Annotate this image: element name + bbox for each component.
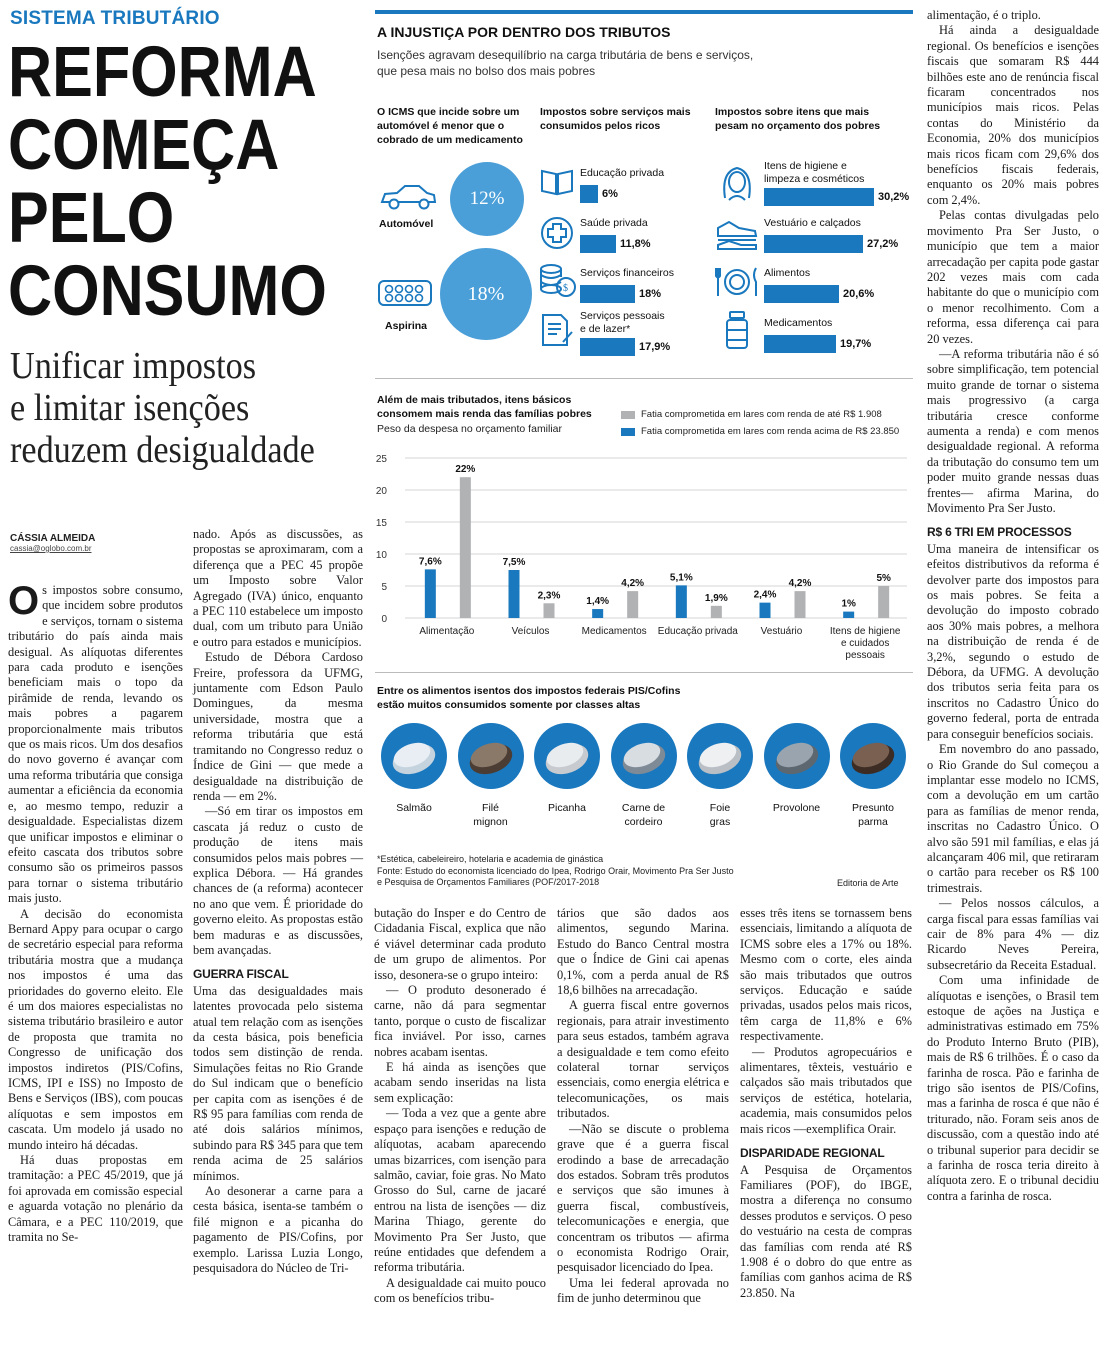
y-tick-label: 20 (375, 486, 387, 497)
lead-paragraph (8, 579, 183, 907)
paragraph: —A reforma tributária não é só sobre simplificação, tem potencial muito grande de tornar o sistema mais progressivo (a carga tributária cresce conforme aumenta a renda) e com menos desigualdade regional. A reforma da tributação do consumo tem um poder muito grande nessas duas frentes— afirma Marina, do Movimento Pra Ser Justo. (927, 346, 1099, 515)
headline-line: CONSUMO (8, 252, 327, 331)
label-line: limpeza e cosméticos (764, 173, 865, 185)
paragraph: A desigualdade cai muito pouco com os benefícios tribu- (374, 1275, 546, 1306)
bar-high-income (843, 612, 854, 618)
label-line: Itens de higiene e (764, 160, 847, 172)
y-tick-label: 10 (375, 550, 387, 561)
legend-label: Fatia comprometida em lares com renda de até R$ 1.908 (641, 409, 882, 420)
legend-swatch-blue (621, 428, 635, 436)
heading-line: pesam no orçamento dos pobres (715, 120, 881, 132)
x-tick-label: Veículos (511, 626, 550, 637)
infographic (367, 10, 913, 900)
paragraph: tários que são dados aos alimentos, segundo Marina. Estudo do Banco Central mostra que o Índice de Gini cai apenas 0,1%, com a perda anual de R$ 18,6 bilhões na arrecadação. (557, 906, 729, 998)
paragraph: — Pelos nossos cálculos, a carga fiscal para essas famílias vai cair de 8% para 4% — diz Ricardo Neves Pereira, subsecretário da Receita Estadual. (927, 896, 1099, 972)
foods-title-line: estão muitos consumidos somente por classes altas (377, 699, 641, 711)
subhead: R$ 6 TRI EM PROCESSOS (927, 525, 1072, 540)
section-divider (375, 672, 913, 673)
subtitle-line: que pesa mais no bolso dos mais pobres (377, 64, 596, 78)
bar-data-label: 2,3% (537, 590, 561, 602)
footnote: *Estética, cabeleireiro, hotelaria e academia de ginástica (377, 854, 604, 864)
bar-data-label: 4,2% (788, 578, 812, 590)
subheadline-line: reduzem desigualdade (10, 429, 315, 471)
food-photo-circle (840, 723, 906, 789)
chart-legend (621, 406, 899, 440)
plate-cutlery-icon (714, 265, 760, 299)
poor-bars (764, 160, 914, 360)
paragraph: Uma das desigualdades mais latentes provocada pelo sistema atual tem relação com as isenções da cesta básica, pois beneficia todos sem distinção de renda. Simulações feitas no Rio Grande do Sul indicam que o benefício per capita com as isenções é de R$ 95 para famílias com renda de até dois salários mínimos, subindo para R$ 345 para que tem renda acima de 25 salários mínimos. (193, 983, 363, 1183)
bar-low-income (627, 591, 638, 618)
credit: Editoria de Arte (837, 878, 899, 888)
paragraph: Pelas contas divulgadas pelo movimento Pra Ser Justo, o município que tem a maior arrecadação per capita pode gastar 202 vezes mais com cada habitante do que o município com o menor recolhimento. Com a reforma, essa diferença cai para 20 vezes. (927, 208, 1099, 346)
byline (10, 533, 95, 553)
paragraph: — Toda a vez que a gente abre espaço para isenções e redução de alíquotas, acabam aparecendo umas bizarrices, com isenção para salmão, caviar, foie gras. No Mato Grosso do Sul, carne de jacaré entrou na lista de isenções — diz Marina Thiago, gerente do Movimento Pra Ser Justo, que reúne entidades que defendem a reforma tributária. (374, 1106, 546, 1275)
food-label (760, 801, 834, 815)
woman-face-icon (717, 162, 757, 202)
heading-line: consumidos pelos ricos (540, 120, 661, 132)
source-line: Fonte: Estudo do economista licenciado do Ipea, Rodrigo Orair, Movimento Pra Ser Justo (377, 866, 734, 876)
rich-item-label (580, 310, 665, 336)
food-label (377, 801, 451, 815)
subheadline (10, 345, 334, 471)
label-line: Vestuário e calçados (764, 217, 861, 229)
bar-data-label: 2,4% (753, 589, 777, 601)
chart-title-line: Além de mais tributados, itens básicos (377, 394, 572, 406)
poor-item-label (764, 160, 864, 186)
chart-title (377, 393, 592, 421)
rich-heading (540, 105, 691, 133)
food-label (836, 801, 910, 829)
poor-bar (764, 285, 839, 303)
bar-low-income (878, 586, 889, 618)
paragraph: Com uma infinidade de alíquotas e isenções, o Brasil tem estoque de ações na Justiça e administrativas estimado em 75% do Produto Interno Bruto (PIB), mais de R$ 6 trilhões. É o caso da farinha de rosca. Pão e farinha de trigo são isentos de PIS/Cofins, mas a farinha de rosca é que não é triturado, não. Foram seis anos de discussão, com a questão indo até o tribunal superior para decidir se a farinha de rosca teria direito à alíquota zero. E o tribunal decidiu contra a farinha de rosca. (927, 973, 1099, 1203)
article-column-2 (193, 527, 363, 1277)
y-tick-label: 25 (375, 454, 387, 465)
source (377, 866, 734, 888)
legend-item (621, 423, 899, 440)
bar-data-label: 22% (455, 464, 476, 476)
health-cross-icon (539, 216, 575, 250)
y-tick-label: 0 (381, 614, 387, 625)
rich-item-label (580, 267, 674, 280)
food-label-line: cordeiro (624, 816, 663, 828)
bar-low-income (711, 606, 722, 618)
foods-title (377, 684, 680, 712)
y-tick-label: 15 (375, 518, 387, 529)
paragraph: —Não se discute o problema grave que é a guerra fiscal erodindo a base de arrecadação dos estados. Sobram três produtos e serviços que são imunes à guerra fiscal, combustíveis, telecomunicações e energia, que concentram os tributos — afirma o economista Rodrigo Orair, pesquisador licenciado do Ipea. (557, 1121, 729, 1275)
drop-cap: O (8, 579, 40, 623)
y-tick-label: 5 (381, 582, 387, 593)
bar-data-label: 1,9% (704, 592, 728, 604)
paragraph: nado. Após as discussões, as propostas se aproximaram, com a diferença que a PEC 45 propõe um Imposto sobre Valor Agregado (IVA) único, enquanto a PEC 110 estabelece um imposto dual, com um tributo para União e outro para estados e municípios. (193, 527, 363, 649)
food-label (683, 801, 757, 829)
foods-title-line: Entre os alimentos isentos dos impostos federais PIS/Cofins (377, 685, 681, 697)
food-label-line: Filé (482, 802, 499, 814)
food-photo-circle (687, 723, 753, 789)
icms-bubble-automovel (450, 162, 524, 236)
food-label-line: Foie (709, 802, 731, 814)
food-label-line: Provolone (772, 802, 821, 814)
label-line: Alimentos (764, 267, 811, 279)
food-label (607, 801, 681, 829)
rich-bar-value: 11,8% (620, 238, 651, 250)
bar-high-income (425, 569, 436, 618)
svg-text:$: $ (563, 283, 568, 294)
paragraph: E há ainda as isenções que acabam sendo inseridas na lista sem explicação: (374, 1060, 546, 1105)
article-column-6 (927, 8, 1099, 1204)
food-illustration (611, 723, 677, 789)
subhead: GUERRA FISCAL (193, 967, 289, 982)
poor-bar (764, 235, 863, 253)
x-tick-label: Alimentação (419, 626, 475, 637)
food-label-line: Salmão (396, 802, 432, 814)
rich-bar (580, 185, 598, 203)
label-line: e de lazer* (580, 323, 631, 335)
food-label-line: Picanha (548, 802, 586, 814)
food-illustration (381, 723, 447, 789)
rich-bar (580, 285, 635, 303)
poor-item-label (764, 267, 810, 280)
label-line: Saúde privada (580, 217, 648, 229)
medicine-bottle-icon (723, 310, 751, 350)
bar-low-income (544, 603, 555, 618)
paragraph: —Só em tirar os impostos em cascata já reduz o custo de produção de itens mais consumidos pelos mais pobres —explica Débora. — Há grandes chances de (a reforma) acontecer no ano que vem. É prioridade do governo eleito. As propostas estão bem maduras e as discussões, bem avançadas. (193, 804, 363, 957)
legend-item (621, 406, 899, 423)
paragraph: — Produtos agropecuários e alimentares, têxteis, vestuário e calçados são mais tributados que serviços de estética, hotelaria, academia, mais consumidos pelos mais ricos —exemplifica Orair. (740, 1044, 912, 1136)
poor-bar-value: 19,7% (840, 338, 872, 350)
icms-item-label: Aspirina (385, 320, 428, 332)
heading-line: Impostos sobre serviços mais (540, 106, 691, 118)
poor-heading (715, 105, 880, 133)
paragraph: Em novembro do ano passado, o Rio Grande do Sul começou a implantar esse modelo no ICMS, com a devolução em um cartão para as famílias de menor renda, inscritas no Cadastro Único. O alvo são 591 mil famílias, e elas já alcançaram 406 mil, que retiraram o cartão para receber os R$ 100 trimestrais. (927, 742, 1099, 895)
food-label-line: gras (709, 816, 731, 828)
poor-bar-value: 20,6% (843, 288, 875, 300)
subheadline-line: e limitar isenções (10, 387, 250, 429)
x-tick-label: Vestuário (760, 626, 803, 637)
bar-data-label: 1,4% (586, 596, 610, 608)
infographic-subtitle (377, 47, 753, 79)
food-label (530, 801, 604, 815)
rich-bar (580, 338, 635, 356)
label-line: Educação privada (580, 167, 665, 179)
food-illustration (840, 723, 906, 789)
byline-author: CÁSSIA ALMEIDA (10, 533, 96, 544)
bar-data-label: 7,5% (502, 557, 526, 568)
rich-bar-value: 17,9% (639, 341, 671, 353)
bar-low-income (795, 591, 806, 618)
paragraph-text: s impostos sobre consumo, que incidem sobre produtos e serviços, tornam o sistema tributário do país ainda mais desigual. As alíquotas diferentes para cada produto e isenções beneficiam mais o topo da pirâmide de renda, levando os mais pobres a pagarem proporcionalmente mais tributos que os mais ricos. Um dos desafios do novo governo é avançar com uma reforma tributária que consiga aumentar a eficiência da economia e, ao mesmo tempo, reduzir a desigualdade. Especialistas dizem que unificar impostos e eliminar o efeito cascata dos tributos sobre consumo são os primeiros passos para tornar o sistema tributário mais justo. (8, 583, 183, 906)
bar-high-income (760, 603, 771, 618)
x-tick-label: Educação privada (657, 626, 738, 637)
bar-data-label: 7,6% (418, 556, 442, 568)
paragraph: Há ainda a desigualdade regional. Os benefícios e isenções fiscais que somaram R$ 444 bilhões este ano de renúncia fiscal ficaram concentrados nos municípios mais ricos. Pelas contas do Ministério da Economia, 20% dos municípios mais ricos ficam com 29,6% dos benefícios fiscais federais, enquanto os 20% mais pobres com 2,4%. (927, 23, 1099, 207)
paragraph: Uma lei federal aprovada no fim de junho determinou que (557, 1275, 729, 1306)
food-photo-circle (458, 723, 524, 789)
rich-item-label (580, 217, 648, 230)
icms-item-label: Automóvel (379, 218, 434, 230)
article-column-5 (740, 906, 912, 1301)
label-line: Serviços financeiros (580, 267, 674, 279)
food-label-line: Presunto (851, 802, 895, 814)
food-illustration (458, 723, 524, 789)
paragraph: — O produto desonerado é carne, não dá para segmentar tanto, porque o custo de fiscalizar fica inviável. Por isso, carnes nobres acabam isentas. (374, 983, 546, 1059)
food-photo-circle (381, 723, 447, 789)
shoe-icon (715, 218, 759, 252)
food-label-line: mignon (473, 816, 508, 828)
paragraph: esses três itens se tornassem bens essenciais, limitando a alíquota de ICMS sobre eles a 17% ou 18%. Mesmo com o corte, eles ainda são mais tributados que outros serviços. Educação e saúde privadas, usados pelos mais ricos, têm carga de 11,8% e 6% respectivamente. (740, 906, 912, 1044)
label-line: Medicamentos (764, 317, 833, 329)
byline-email[interactable]: cassia@oglobo.com.br (10, 544, 92, 553)
paragraph: butação do Insper e do Centro de Cidadania Fiscal, explica que não é viável determinar cada produto de um grupo de alimentos. Por isso, desonera-se o grupo inteiro: (374, 906, 546, 982)
paragraph: Uma maneira de intensificar os efeitos distributivos da reforma é devolver parte dos impostos para os mais pobres. Se feita a devolução do imposto cobrado aos 30% mais pobres, a melhora na distribuição de renda é de 3,2%, segundo o estudo de Débora, da UFMG. A devolução dos tributos seria feita para os inscritos no Cadastro Único do governo federal, porta de entrada para conseguir benefícios sociais. (927, 541, 1099, 741)
rich-bar-value: 18% (639, 288, 662, 300)
rich-item-label (580, 167, 664, 180)
book-icon (539, 166, 575, 196)
poor-bar (764, 335, 836, 353)
heading-line: automóvel é menor que o (377, 120, 505, 132)
bar-high-income (676, 585, 687, 618)
bar-data-label: 5,1% (669, 572, 693, 584)
expense-bar-chart (367, 450, 913, 675)
paragraph: A guerra fiscal entre governos regionais, para atrair investimento para seus estados, também agrava a desigualdade e tem como efeito colateral tornar serviços essenciais, como energia elétrica e telecomunicações, os mais tributados. (557, 998, 729, 1121)
article-column-3 (374, 906, 546, 1307)
x-tick-label: pessoais (845, 650, 885, 661)
legend-label: Fatia comprometida em lares com renda acima de R$ 23.850 (641, 426, 900, 437)
paragraph: alimentação, é o triplo. (927, 8, 1041, 22)
headline (8, 33, 327, 331)
icms-bubble-aspirina (440, 248, 532, 340)
document-icon (539, 312, 575, 348)
rich-bar-value: 6% (602, 188, 618, 200)
subheadline-line: Unificar impostos (10, 345, 257, 387)
bar-high-income (592, 609, 603, 618)
headline-line: REFORMA (8, 33, 317, 112)
food-label-line: Carne de (621, 802, 666, 814)
food-photo-circle (764, 723, 830, 789)
bar-data-label: 5% (876, 573, 891, 584)
section-divider (375, 378, 913, 379)
rich-bars (580, 160, 710, 360)
aspirin-pack-icon (377, 278, 433, 308)
subhead: DISPARIDADE REGIONAL (740, 1146, 885, 1161)
headline-line: PELO (8, 179, 175, 258)
icms-value: 18% (467, 282, 505, 305)
infographic-title: A INJUSTIÇA POR DENTRO DOS TRIBUTOS (377, 24, 671, 40)
poor-bar (764, 188, 874, 206)
paragraph: A Pesquisa de Orçamentos Familiares (POF), do IBGE, mostra a diferença no consumo desses produtos e serviços. O peso do vestuário na cesta de compras das famílias com renda até R$ 1.908 é o dobro do que entre as famílias com ganhos acima de R$ 23.850. Na (740, 1162, 912, 1300)
icms-heading (377, 105, 523, 147)
subtitle-line: Isenções agravam desequilíbrio na carga tributária de bens e serviços, (377, 48, 754, 62)
poor-bar-value: 30,2% (878, 191, 910, 203)
poor-bar-value: 27,2% (867, 238, 899, 250)
x-tick-label: e cuidados (840, 638, 890, 649)
article-column-4 (557, 906, 729, 1307)
icms-value: 12% (469, 188, 505, 209)
coins-icon (537, 263, 577, 299)
food-illustration (764, 723, 830, 789)
infographic-top-rule (375, 10, 913, 14)
label-line: Serviços pessoais (580, 310, 665, 322)
food-label-line: parma (858, 816, 888, 828)
paragraph: A decisão do economista Bernard Appy para ocupar o cargo de secretário especial para reforma tributária mostra que a mudança nos impostos é uma das prioridades do governo eleito. Ele é um dos maiores especialistas no sistema tributário brasileiro e autor de proposta que tramita no Congresso de unificação dos impostos indiretos (PIS/Cofins, ICMS, IPI e ISS) no Imposto de Bens e Serviços (IBS), com poucas alíquotas e sem impostos em cascata. Um modelo já usado no mundo inteiro há décadas. (8, 906, 183, 1152)
poor-item-label (764, 217, 861, 230)
food-illustration (534, 723, 600, 789)
paragraph: Estudo de Débora Cardoso Freire, professora da UFMG, juntamente com Edson Paulo Domingues, da mesma universidade, mostra que a reforma tributária que está tramitando no Congresso reduz o Índice de Gini — que mede a desigualdade na distribuição de renda — em 2%. (193, 650, 363, 803)
source-line: e Pesquisa de Orçamentos Familiares (POF/2017-2018 (377, 877, 600, 887)
heading-line: cobrado de um medicamento (377, 134, 523, 146)
food-photo-circle (534, 723, 600, 789)
chart-title-line: consomem mais renda das famílias pobres (377, 408, 592, 420)
bar-high-income (509, 570, 520, 618)
chart-note: Peso da despesa no orçamento familiar (377, 423, 563, 435)
food-photo-circle (611, 723, 677, 789)
poor-item-label (764, 317, 832, 330)
bar-low-income (460, 477, 471, 618)
paragraph: Há duas propostas em tramitação: a PEC 45/2019, que já foi aprovada em comissão especial e aguarda votação no plenário da Câmara, e a PEC 110/2019, que tramita no Se- (8, 1153, 183, 1245)
food-illustration (687, 723, 753, 789)
food-label (454, 801, 528, 829)
headline-line: COMEÇA (8, 106, 280, 185)
article-column-1 (8, 579, 183, 1245)
heading-line: Impostos sobre itens que mais (715, 106, 870, 118)
heading-line: O ICMS que incide sobre um (377, 106, 520, 118)
x-tick-label: Itens de higiene (829, 626, 901, 637)
rich-bar (580, 235, 616, 253)
paragraph: Ao desonerar a carne para a cesta básica, isenta-se também o filé mignon e a picanha do pagamento de PIS/Cofins, por exemplo. Larissa Luzia Longo, pesquisadora do Núcleo de Tri- (193, 1184, 363, 1276)
legend-swatch-gray (621, 411, 635, 419)
x-tick-label: Medicamentos (581, 626, 647, 637)
bar-data-label: 4,2% (621, 578, 645, 590)
foods-row (377, 723, 913, 853)
bar-data-label: 1% (841, 598, 856, 610)
section-label: SISTEMA TRIBUTÁRIO (10, 8, 220, 29)
car-icon (379, 182, 437, 212)
